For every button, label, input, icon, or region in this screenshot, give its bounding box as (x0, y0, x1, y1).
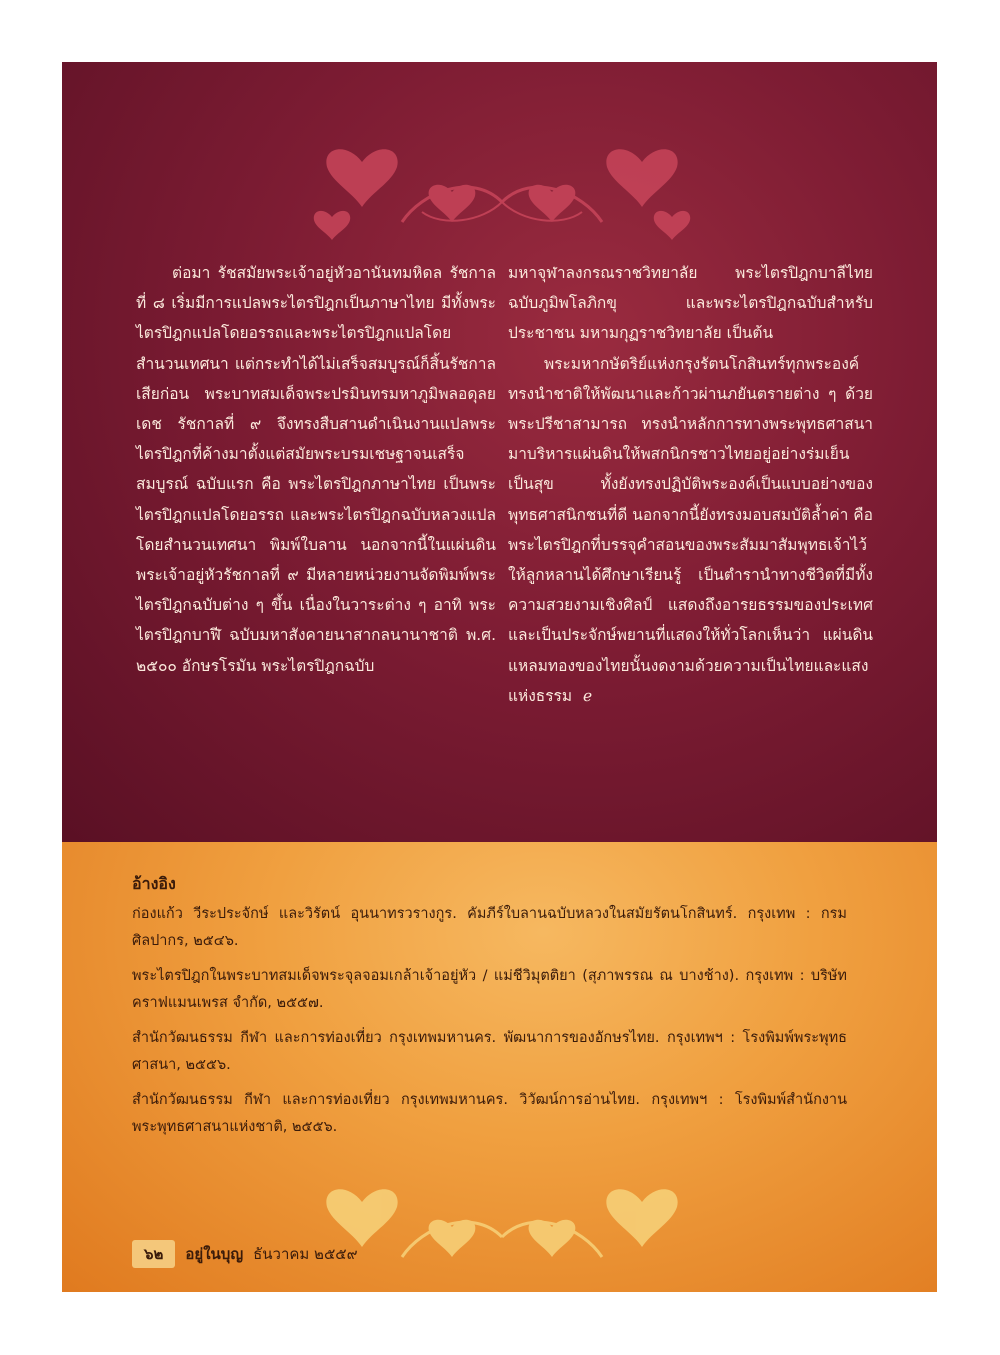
bodhi-leaf-ornament-bottom (302, 1177, 702, 1277)
page-number: ๖๒ (132, 1240, 175, 1268)
reference-item: สำนักวัฒนธรรม กีฬา และการท่องเที่ยว กรุงเทพมหานคร. พัฒนาการของอักษรไทย. กรุงเทพฯ : โรงพิมพ์พระพุทธศาสนา, ๒๕๕๖. (132, 1030, 847, 1073)
body-paragraph-3: พระมหากษัตริย์แห่งกรุงรัตนโกสินทร์ทุกพระองค์ทรงนำชาติให้พัฒนาและก้าวผ่านภยันตรายต่าง ๆ ด้วยพระปรีชาสามารถ ทรงนำหลักการทางพระพุทธศาสนามาบริหารแผ่นดินให้พสกนิกรชาวไทยอยู่อย่างร่มเย็นเป็นสุข ทั้งยังทรงปฏิบัติพระองค์เป็นแบบอย่างของพุทธศาสนิกชนที่ดี นอกจากนี้ยังทรงมอบสมบัติล้ำค่า คือ พระไตรปิฎกที่บรรจุคำสอนของพระสัมมาสัมพุทธเจ้าไว้ให้ลูกหลานได้ศึกษาเรียนรู้ เป็นตำรานำทางชีวิตที่มีทั้งความสวยงามเชิงศิลป์ แสดงถึงอารยธรรมของประเทศและเป็นประจักษ์พยานที่แสดงให้ทั่วโลกเห็นว่า แผ่นดินแหลมทองของไทยนั้นงดงามด้วยความเป็นไทยและแสงแห่งธรรม (508, 354, 873, 705)
page (62, 62, 937, 1292)
end-mark-icon: ℯ (583, 686, 593, 705)
references (132, 870, 847, 1149)
footer (132, 1240, 358, 1268)
reference-item: ก่องแก้ว วีระประจักษ์ และวิรัตน์ อุนนาทรวรางกูร. คัมภีร์ใบลานฉบับหลวงในสมัยรัตนโกสินทร์. กรุงเทพ : กรมศิลปากร, ๒๕๔๖. (132, 906, 847, 949)
body-paragraph-1: ต่อมา รัชสมัยพระเจ้าอยู่หัวอานันทมหิดล รัชกาลที่ ๘ เริ่มมีการแปลพระไตรปิฎกเป็นภาษาไทย มีทั้งพระไตรปิฎกแปลโดยอรรถและพระไตรปิฎกแปลโดยสำนวนเทศนา แต่กระทำได้ไม่เสร็จสมบูรณ์ก็สิ้นรัชกาลเสียก่อน พระบาทสมเด็จพระปรมินทรมหาภูมิพลอดุลยเดช รัชกาลที่ ๙ จึงทรงสืบสานดำเนินงานแปลพระไตรปิฎกที่ค้างมาตั้งแต่สมัยพระบรมเชษฐาจนเสร็จสมบูรณ์ ฉบับแรก คือ พระไตรปิฎกภาษาไทย เป็นพระไตรปิฎกแปลโดยอรรถ และพระไตรปิฎกฉบับหลวงแปลโดยสำนวนเทศนา พิมพ์ใบลาน นอกจากนี้ในแผ่นดินพระเจ้าอยู่หัวรัชกาลที่ ๙ มีหลายหน่วยงานจัดพิมพ์พระไตรปิฎกฉบับต่าง ๆ ขึ้น เนื่องในวาระต่าง ๆ อาทิ พระไตรปิฎกบาฬี ฉบับมหาสังคายนาสากลนานาชาติ พ.ศ. ๒๕๐๐ อักษรโรมัน พระไตรปิฎกฉบับ (136, 264, 496, 675)
reference-item: พระไตรปิฎกในพระบาทสมเด็จพระจุลจอมเกล้าเจ้าอยู่หัว / แม่ชีวิมุตติยา (สุภาพรรณ ณ บางช้าง). กรุงเทพ : บริษัท คราฟแมนเพรส จำกัด, ๒๕๕๗. (132, 968, 847, 1011)
body-column-2 (508, 258, 873, 711)
bodhi-leaf-ornament-top (302, 132, 702, 242)
reference-item: สำนักวัฒนธรรม กีฬา และการท่องเที่ยว กรุงเทพมหานคร. วิวัฒน์การอ่านไทย. กรุงเทพฯ : โรงพิมพ์สำนักงานพระพุทธศาสนาแห่งชาติ, ๒๕๕๖. (132, 1092, 847, 1135)
magazine-name: อยู่ในบุญ (185, 1245, 244, 1263)
body-column-1 (136, 258, 496, 681)
body-paragraph-2: มหาจุฬาลงกรณราชวิทยาลัย พระไตรปิฎกบาลีไทย ฉบับภูมิพโลภิกขุ และพระไตรปิฎกฉบับสำหรับประชาชน มหามกุฏราชวิทยาลัย เป็นต้น (508, 264, 873, 343)
references-heading: อ้างอิง (132, 874, 176, 893)
issue-date: ธันวาคม ๒๕๕๙ (253, 1245, 358, 1263)
